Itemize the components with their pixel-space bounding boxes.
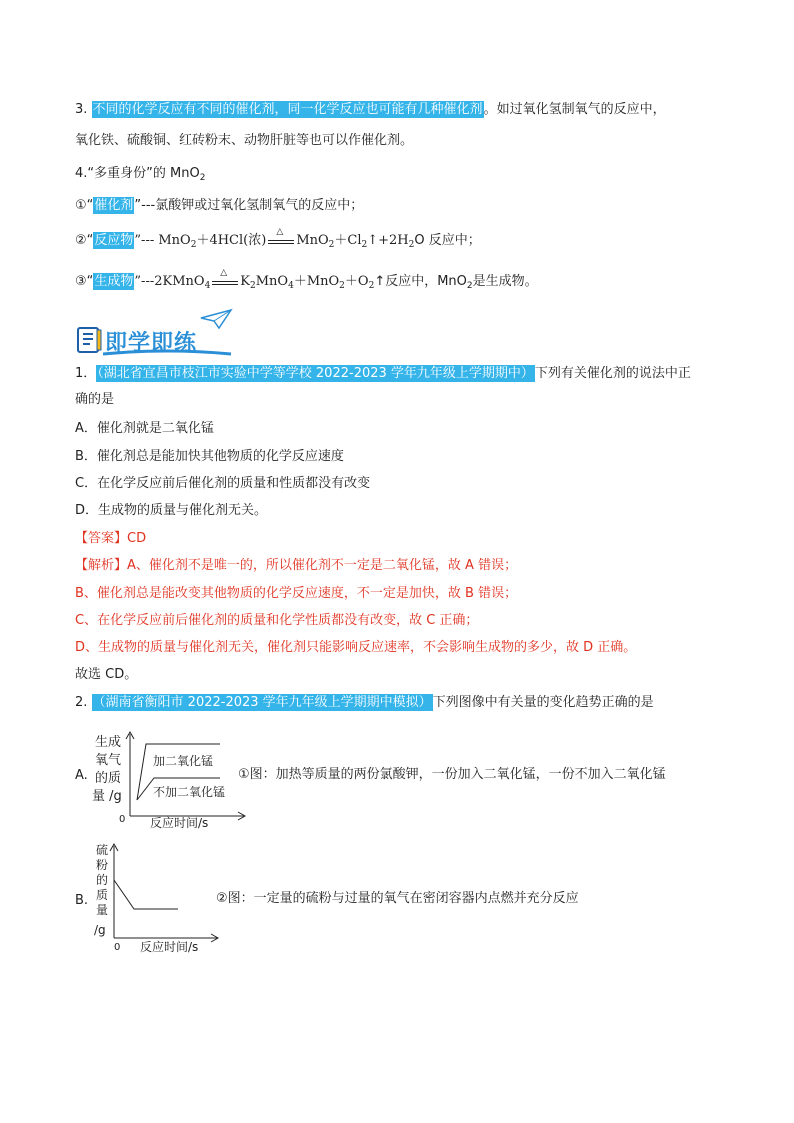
y-axis-label-line: 质 — [96, 888, 109, 902]
paper-plane-icon — [199, 308, 233, 330]
banner-title: 即学即练 — [105, 331, 198, 356]
q1-conclusion: 故选 CD。 — [75, 667, 138, 682]
q1-answer: 【答案】CD — [75, 531, 147, 546]
heat-condition-sign: △ — [268, 232, 294, 246]
item4-title: 4.“多重身份”的 MnO$_2$ — [75, 166, 206, 183]
q2-option-a-letter: A. — [75, 768, 88, 783]
item3-highlight: 不同的化学反应有不同的催化剂，同一化学反应也可能有几种催化剂 — [92, 102, 483, 117]
q1-analysis-c: C、在化学反应前后催化剂的质量和化学性质都没有改变，故 C 正确； — [75, 613, 479, 628]
item4-role-reactant: ②“反应物”--- MnO$_2$＋4HCl(浓) △ $MnO_2+Cl_2↑+2H_2O$ 反应中； — [75, 227, 481, 250]
q1-stem-cont: 确的是 — [75, 392, 115, 407]
q1-source: （湖北省宜昌市枝江市实验中学等学校 2022-2023 学年九年级上学期期中） — [97, 366, 534, 381]
q2-source: （湖南省衡阳市 2022-2023 学年九年级上学期期中模拟） — [92, 695, 432, 710]
role-reactant-highlight: 反应物 — [94, 233, 134, 248]
q2-option-a-graph — [90, 730, 250, 830]
role-catalyst-highlight: 催化剂 — [94, 198, 134, 213]
q1-stem: 1．（湖北省宜昌市枝江市实验中学等学校 2022-2023 学年九年级上学期期中）下列有关催化剂的说法中正 — [75, 366, 691, 381]
q2-stem: 2. （湖南省衡阳市 2022-2023 学年九年级上学期期中模拟）下列图像中有关量的变化趋势正确的是 — [75, 695, 654, 710]
item3-line2: 氧化铁、硫酸铜、红砖粉末、动物肝脏等也可以作催化剂。 — [75, 133, 414, 148]
y-axis-label-line: 量 /g — [92, 789, 122, 804]
q1-option-b: B．催化剂总是能加快其他物质的化学反应速度 — [75, 449, 344, 464]
origin-label: 0 — [114, 942, 121, 953]
y-axis-label-line: 硫 — [96, 843, 109, 857]
x-axis-label: 反应时间/s — [150, 816, 209, 830]
q1-option-d: D．生成物的质量与催化剂无关。 — [75, 503, 268, 518]
y-axis-label-line: 粉 — [96, 858, 109, 872]
item3-line1 — [75, 100, 666, 120]
q2-number: 2. — [75, 695, 88, 710]
q1-option-c: C．在化学反应前后催化剂的质量和性质都没有改变 — [75, 476, 371, 491]
item4-role-catalyst: ①“催化剂”---氯酸钾或过氧化氢制氧气的反应中； — [75, 198, 364, 213]
heat-condition-sign: △ — [212, 273, 238, 287]
practice-banner — [75, 322, 235, 358]
q1-option-a: A．催化剂就是二氧化锰 — [75, 421, 214, 436]
q1-number: 1． — [75, 366, 97, 381]
item4-role-product: ③“生成物”---2KMnO$_4$ △ $K_2MnO_4+MnO_2+O_2↑$反应中，MnO$_2$是生成物。 — [75, 268, 538, 291]
y-axis-label-line: /g — [94, 923, 106, 937]
y-axis-label-line: 量 — [96, 903, 109, 917]
curve-sulfur-mass — [114, 880, 178, 909]
role-product-highlight: 生成物 — [94, 274, 134, 289]
y-axis-label-line: 生成 — [95, 735, 122, 750]
origin-label: 0 — [119, 814, 126, 825]
q1-analysis-a: 【解析】A、催化剂不是唯一的，所以催化剂不一定是二氧化锰，故 A 错误； — [75, 558, 518, 573]
q2-option-b-desc: ②图：一定量的硫粉与过量的氧气在密闭容器内点燃并充分反应 — [216, 891, 579, 906]
q2-option-b-graph — [90, 840, 220, 955]
x-axis-label: 反应时间/s — [140, 940, 199, 954]
item3-rest: 。如过氧化氢制氧气的反应中， — [483, 102, 666, 117]
curve-label-with-mno2: 加二氧化锰 — [153, 754, 214, 768]
q2-option-a-desc: ①图：加热等质量的两份氯酸钾，一份加入二氧化锰，一份不加入二氧化锰 — [238, 767, 666, 782]
y-axis-label-line: 氧气 — [95, 753, 122, 768]
q1-analysis-b: B、催化剂总是能改变其他物质的化学反应速度，不一定是加快，故 B 错误； — [75, 586, 518, 601]
curve-label-without-mno2: 不加二氧化锰 — [153, 785, 226, 799]
q1-analysis-d: D、生成物的质量与催化剂无关，催化剂只能影响反应速率，不会影响生成物的多少，故 D 正确。 — [75, 640, 637, 655]
y-axis-label-line: 的质 — [95, 771, 122, 786]
item3-number: 3. — [75, 102, 88, 117]
y-axis-label-line: 的 — [96, 873, 109, 887]
q2-option-b-letter: B. — [75, 893, 89, 908]
